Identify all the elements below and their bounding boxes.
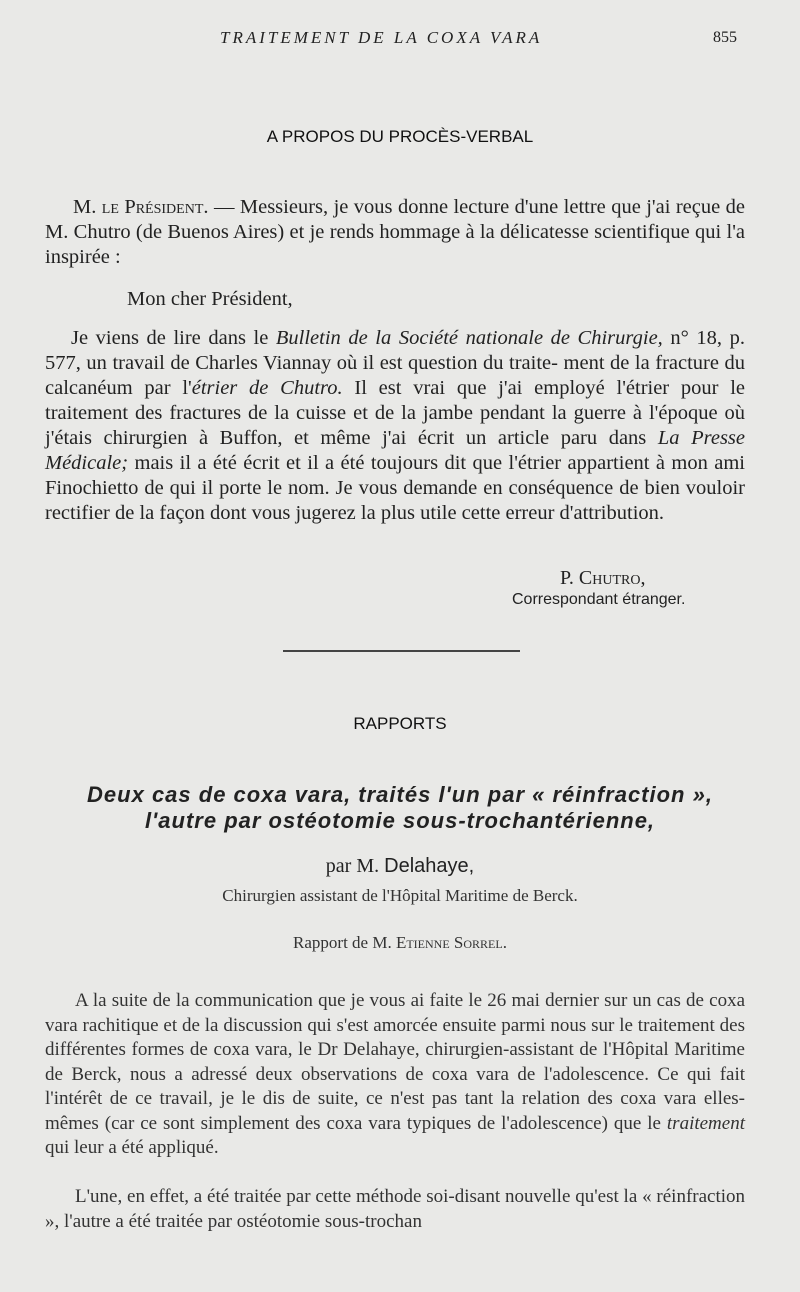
letter-text: Je viens de lire dans le [71, 327, 276, 349]
article-title-quote: « réinfraction », [532, 782, 713, 807]
letter-body [45, 326, 745, 526]
device-name: étrier de Chutro. [191, 377, 343, 399]
signature-role: Correspondant étranger. [512, 591, 686, 608]
letter-text: ment de la fracture du calcanéum par l' [45, 352, 746, 399]
body-line: qu'est la « réinfraction », l'autre a été traitée par ostéotomie sous-trochan [45, 1186, 746, 1232]
body-line: l'adolescence) que le [501, 1112, 667, 1134]
intro-line: — Messieurs, je vous donne lecture d'une lettre que j'ai [208, 196, 671, 218]
author-affiliation: Chirurgien assistant de l'Hôpital Maritime de Berck. [222, 886, 578, 905]
section-divider [283, 650, 520, 652]
intro-line: scientifique qui l'a inspirée : [45, 221, 745, 268]
rapport-attribution [0, 933, 800, 953]
letter-text: employé l'étrier pour le traitement des fractures de la cuisse et de la jambe [45, 377, 746, 424]
article-title-line2: l'autre par ostéotomie sous-trochantérienne, [144, 808, 656, 833]
periodical-title: La Presse Médicale; [45, 427, 745, 474]
section-title-proces-verbal: A PROPOS DU PROCÈS-VERBAL [266, 127, 534, 146]
reporter-name: Etienne Sorrel. [395, 933, 507, 952]
body-line: sur un cas de coxa vara rachitique et de la discussion qui s'est amorcée [45, 990, 746, 1036]
body-line: coxa vara elles-mêmes (car ce sont simplement des coxa vara typiques de [45, 1088, 746, 1134]
body-line: qui leur a été appliqué. [45, 1137, 219, 1158]
body-line: l'intérêt de ce travail, je le dis de suite, ce n'est pas tant la relation des [45, 1088, 613, 1109]
letter-text: écrit un article paru dans [417, 427, 658, 449]
byline-prefix: par M. [325, 855, 385, 877]
report-body-2 [45, 1185, 745, 1234]
body-line: ensuite parmi nous sur le traitement des différentes formes de coxa vara, [45, 1014, 746, 1060]
body-line: a adressé deux observations de coxa vara de l'adolescence. Ce qui fait [174, 1063, 746, 1085]
signature: P. Chutro, [560, 567, 646, 589]
speaker-name: M. le Président. [73, 196, 209, 218]
journal-title: Bulletin de la Société nationale de Chirurgie, [275, 327, 663, 349]
section-title-rapports: RAPPORTS [353, 714, 447, 733]
intro-line: reçue de M. Chutro (de Buenos Aires) et je rends hommage à la délicatesse [45, 196, 745, 243]
byline [0, 855, 800, 878]
rapport-prefix: Rapport de M. [293, 933, 396, 952]
letter-text: Il est vrai que j'ai [342, 377, 523, 399]
article-title-line1 [40, 782, 760, 808]
letter-text: pendant la guerre à l'époque où j'étais chirurgien à Buffon, et même j'ai [45, 402, 745, 449]
body-line: le Dr Delahaye, chirurgien-assistant de l'Hôpital Maritime de Berck, nous [45, 1039, 745, 1085]
salutation: Mon cher Président, [127, 288, 293, 310]
page-number: 855 [713, 29, 737, 46]
letter-text: mais il a été écrit et [128, 452, 301, 474]
emphasis-traitement: traitement [666, 1112, 745, 1134]
running-header [0, 28, 800, 52]
letter-text: la façon dont vous jugerez la plus utile cette erreur d'attribution. [139, 502, 665, 524]
author-name: Delahaye, [384, 855, 475, 877]
intro-paragraph [45, 195, 745, 270]
article-title-text: Deux cas de coxa vara, traités l'un par [87, 782, 533, 807]
letter-text: il a été toujours dit que l'étrier appartient à mon ami Finochietto de qui il [45, 452, 745, 499]
letter-text: porte le nom. Je vous demande en conséquence de bien vouloir rectifier de [45, 477, 745, 524]
running-title: TRAITEMENT DE LA COXA VARA [220, 28, 543, 47]
body-line: L'une, en effet, a été traitée par cette méthode soi-disant nouvelle [75, 1186, 571, 1207]
report-body [45, 989, 745, 1161]
body-line: A la suite de la communication que je vous ai faite le 26 mai dernier [75, 990, 599, 1011]
letter-text: n° 18, p. 577, un travail de Charles Viannay où il est question du traite- [45, 327, 746, 374]
